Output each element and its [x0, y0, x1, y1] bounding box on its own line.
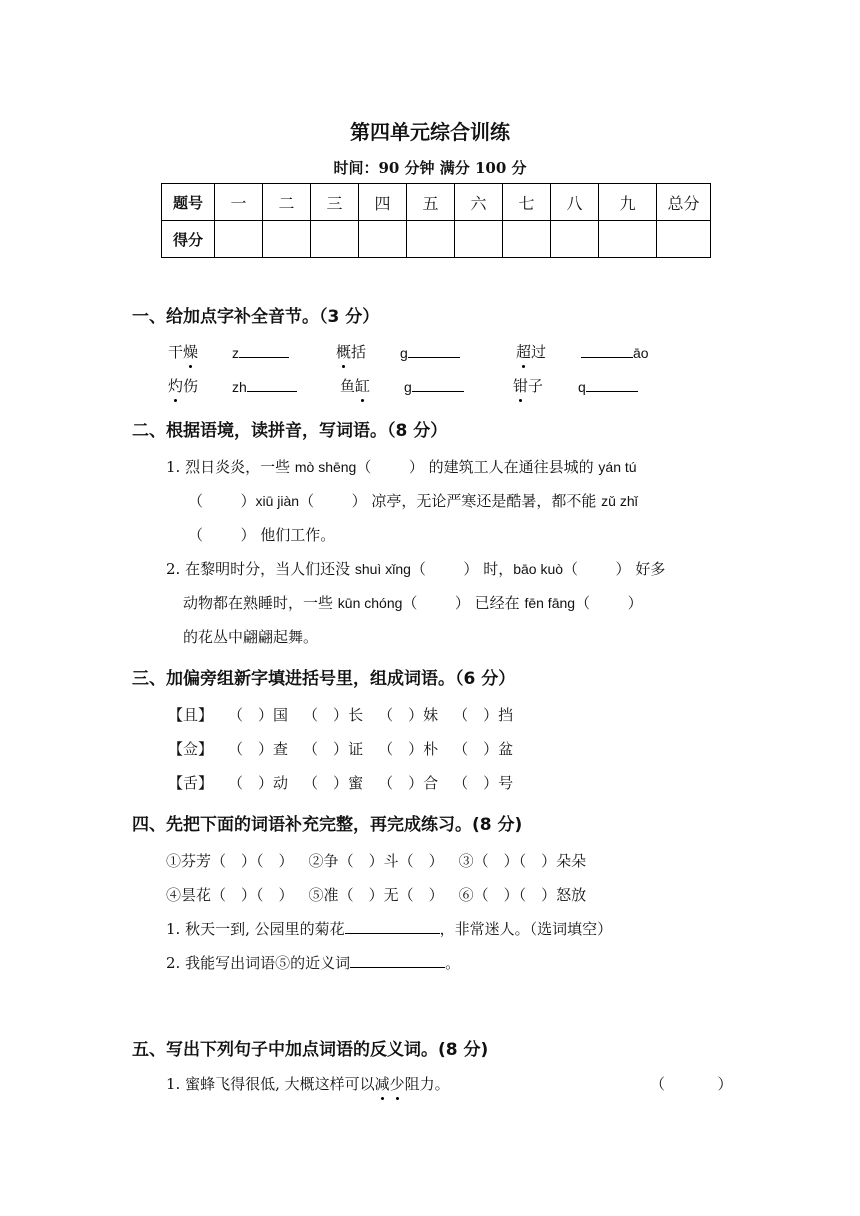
table-cell: 四 [359, 184, 407, 221]
table-cell: 六 [455, 184, 503, 221]
blank-line[interactable] [345, 919, 440, 934]
score-input-cell[interactable] [407, 221, 455, 258]
section-2-heading: 二、根据语境，读拼音，写词语。（8 分） [132, 421, 448, 441]
question-line [183, 592, 643, 613]
question-text: 阻力。 [404, 1075, 450, 1093]
blank-line[interactable] [350, 953, 445, 968]
question-text: 凉亭，无论严寒还是酷暑，都不能 [366, 492, 602, 510]
answer-paren[interactable]: （ ） [188, 526, 256, 544]
pinyin: mò shēng [294, 459, 357, 475]
word-char: 干 [168, 343, 184, 361]
answer-paren[interactable]: （ ） [303, 774, 349, 792]
word-char: 国 [273, 706, 289, 724]
idiom-text: 朵朵 [556, 852, 587, 870]
table-cell: 七 [503, 184, 551, 221]
pinyin-hint: āo [633, 345, 649, 361]
word-char: 鱼 [340, 377, 356, 395]
score-input-cell[interactable] [503, 221, 551, 258]
question-text: 动物都在熟睡时，一些 [183, 594, 338, 612]
question-text: 1. 秋天一到, 公园里的菊花 [166, 920, 345, 938]
idiom-text: ④昙花 [166, 886, 212, 904]
pinyin-blank[interactable] [581, 343, 649, 361]
pinyin-blank[interactable] [404, 377, 464, 395]
pinyin-blank[interactable] [578, 377, 638, 395]
question-line [188, 490, 638, 511]
answer-paren[interactable]: （ ） [378, 740, 424, 758]
question-text: 2. 在黎明时分，当人们还没 [166, 560, 355, 578]
question-line [166, 952, 460, 973]
question-text: 已经在 [469, 594, 525, 612]
table-cell: 三 [311, 184, 359, 221]
word-char: 长 [348, 706, 364, 724]
score-table-score-row [162, 221, 711, 258]
answer-paren[interactable]: （ ） [211, 886, 257, 904]
blank-line[interactable] [239, 343, 289, 358]
word-char: 证 [348, 740, 364, 758]
table-cell: 五 [407, 184, 455, 221]
answer-paren[interactable]: （ ） [228, 706, 274, 724]
word-char: 括 [351, 343, 367, 361]
pinyin-hint: g [404, 379, 412, 395]
answer-paren[interactable]: （ ） [650, 1075, 733, 1093]
answer-paren[interactable]: （ ） [378, 706, 424, 724]
answer-paren[interactable]: （ ） [563, 560, 631, 578]
dotted-char: 超 [516, 343, 532, 361]
score-table [161, 183, 711, 258]
word-char: 查 [273, 740, 289, 758]
answer-paren[interactable]: （ ） [356, 458, 424, 476]
radical-row [168, 704, 513, 725]
pinyin-hint: zh [232, 379, 247, 395]
dotted-char: 灼 [168, 377, 184, 395]
answer-paren[interactable]: （ ） [256, 852, 294, 870]
answer-paren[interactable]: （ ） [398, 852, 444, 870]
answer-paren[interactable]: （ ） [303, 740, 349, 758]
pinyin: shuì xǐng [354, 561, 411, 577]
table-cell: 九 [599, 184, 657, 221]
pinyin-blank[interactable] [232, 377, 297, 395]
answer-paren[interactable]: （ ） [338, 852, 384, 870]
answer-paren[interactable]: （ ） [575, 594, 643, 612]
radical-row [168, 738, 513, 759]
score-input-cell[interactable] [599, 221, 657, 258]
pinyin-hint: q [578, 379, 586, 395]
score-input-cell[interactable] [455, 221, 503, 258]
idiom-text: 怒放 [556, 886, 587, 904]
dotted-char: 少 [389, 1075, 405, 1093]
word-char: 妹 [423, 706, 439, 724]
blank-line[interactable] [581, 343, 633, 358]
answer-paren[interactable]: （ ） [188, 492, 256, 510]
answer-paren[interactable]: （ ） [378, 774, 424, 792]
pinyin: kūn chóng [337, 595, 403, 611]
pinyin: fēn fāng [524, 595, 576, 611]
section-3-heading: 三、加偏旁组新字填进括号里，组成词语。（6 分） [132, 669, 516, 689]
section-5-heading: 五、写出下列句子中加点词语的反义词。(8 分) [132, 1040, 489, 1060]
question-text: 1. 烈日炎炎，一些 [166, 458, 295, 476]
radical-row [168, 772, 513, 793]
word-item [516, 341, 546, 362]
word-char: 动 [273, 774, 289, 792]
answer-paren[interactable]: （ ） [398, 886, 444, 904]
question-text: 的建筑工人在通往县城的 [423, 458, 599, 476]
word-char: 挡 [498, 706, 514, 724]
page-subtitle: 时间：90 分钟 满分 100 分 [333, 159, 527, 177]
word-item [168, 375, 198, 396]
idiom-text: ②争 [308, 852, 339, 870]
radical-key: 【佥】 [168, 740, 214, 758]
question-text: 1. 蜜蜂飞得很低, 大概这样可以 [166, 1075, 375, 1093]
idiom-text: ③ [458, 852, 474, 870]
idiom-text: 斗 [383, 852, 399, 870]
blank-line[interactable] [586, 377, 638, 392]
answer-paren[interactable]: （ ） [299, 492, 367, 510]
idiom-text: ①芬芳 [166, 852, 212, 870]
word-char: 盆 [498, 740, 514, 758]
question-line: 的花丛中翩翩起舞。 [183, 628, 319, 646]
question-line [166, 456, 637, 477]
question-text: 。 [445, 954, 461, 972]
word-item [513, 375, 543, 396]
score-input-cell[interactable] [263, 221, 311, 258]
word-item [340, 375, 370, 396]
idiom-text: ⑤准 [308, 886, 339, 904]
question-line [166, 1073, 450, 1094]
word-char: 蜜 [348, 774, 364, 792]
word-item [168, 341, 198, 362]
pinyin: xiū jiàn [255, 493, 300, 509]
answer-paren[interactable]: （ ） [473, 886, 519, 904]
dotted-char: 缸 [355, 377, 371, 395]
dotted-char: 概 [336, 343, 352, 361]
pinyin-hint: z [232, 345, 239, 361]
table-cell: 总分 [657, 184, 711, 221]
answer-paren[interactable]: （ ） [453, 740, 499, 758]
score-input-cell[interactable] [359, 221, 407, 258]
idiom-text: ⑥ [458, 886, 474, 904]
question-text: 时， [478, 560, 514, 578]
idiom-row [166, 850, 586, 871]
pinyin: yán tú [598, 459, 637, 475]
answer-paren[interactable]: （ ） [402, 594, 470, 612]
answer-paren[interactable]: （ ） [518, 886, 557, 904]
blank-line[interactable] [412, 377, 464, 392]
answer-paren[interactable]: （ ） [228, 740, 274, 758]
word-char: 号 [498, 774, 514, 792]
question-line [188, 524, 335, 545]
radical-key: 【舌】 [168, 774, 214, 792]
question-line [166, 558, 665, 579]
pinyin-hint: g [400, 345, 408, 361]
question-text: 好多 [630, 560, 666, 578]
answer-paren[interactable]: （ ） [453, 774, 499, 792]
score-input-cell[interactable] [215, 221, 263, 258]
radical-key: 【且】 [168, 706, 214, 724]
idiom-text: 无 [383, 886, 399, 904]
score-input-cell[interactable] [311, 221, 359, 258]
table-cell: 题号 [162, 184, 215, 221]
table-cell: 八 [551, 184, 599, 221]
answer-paren[interactable]: （ ） [453, 706, 499, 724]
dotted-char: 燥 [183, 343, 199, 361]
word-char: 伤 [183, 377, 199, 395]
question-text: ，非常迷人。（选词填空） [439, 920, 613, 938]
score-table-header-row [162, 184, 711, 221]
word-char: 朴 [423, 740, 439, 758]
dotted-char: 钳 [513, 377, 529, 395]
pinyin-blank[interactable] [232, 343, 289, 361]
section-4-heading: 四、先把下面的词语补充完整，再完成练习。(8 分) [132, 815, 523, 835]
pinyin: zǔ zhǐ [601, 493, 638, 509]
table-cell: 一 [215, 184, 263, 221]
answer-paren[interactable]: （ ） [410, 560, 479, 578]
word-char: 过 [531, 343, 547, 361]
page-title: 第四单元综合训练 [350, 120, 510, 144]
pinyin-blank[interactable] [400, 343, 460, 361]
pinyin: bāo kuò [513, 561, 564, 577]
question-text: 他们工作。 [255, 526, 336, 544]
answer-paren[interactable]: （ ） [518, 852, 557, 870]
blank-line[interactable] [247, 377, 297, 392]
dotted-char: 减 [374, 1075, 390, 1093]
section-1-heading: 一、给加点字补全音节。（3 分） [132, 307, 380, 327]
question-line [166, 918, 612, 939]
table-cell: 得分 [162, 221, 215, 258]
blank-line[interactable] [408, 343, 460, 358]
question-text: 2. 我能写出词语⑤的近义词 [166, 954, 351, 972]
answer-paren[interactable]: （ ） [473, 852, 519, 870]
idiom-row [166, 884, 586, 905]
answer-paren[interactable]: （ ） [256, 886, 294, 904]
word-char: 合 [423, 774, 439, 792]
table-cell: 二 [263, 184, 311, 221]
answer-paren[interactable]: （ ） [211, 852, 257, 870]
answer-paren[interactable]: （ ） [303, 706, 349, 724]
answer-paren[interactable]: （ ） [228, 774, 274, 792]
answer-paren[interactable]: （ ） [338, 886, 384, 904]
score-input-cell[interactable] [551, 221, 599, 258]
word-char: 子 [528, 377, 544, 395]
score-input-cell[interactable] [657, 221, 711, 258]
word-item [336, 341, 366, 362]
